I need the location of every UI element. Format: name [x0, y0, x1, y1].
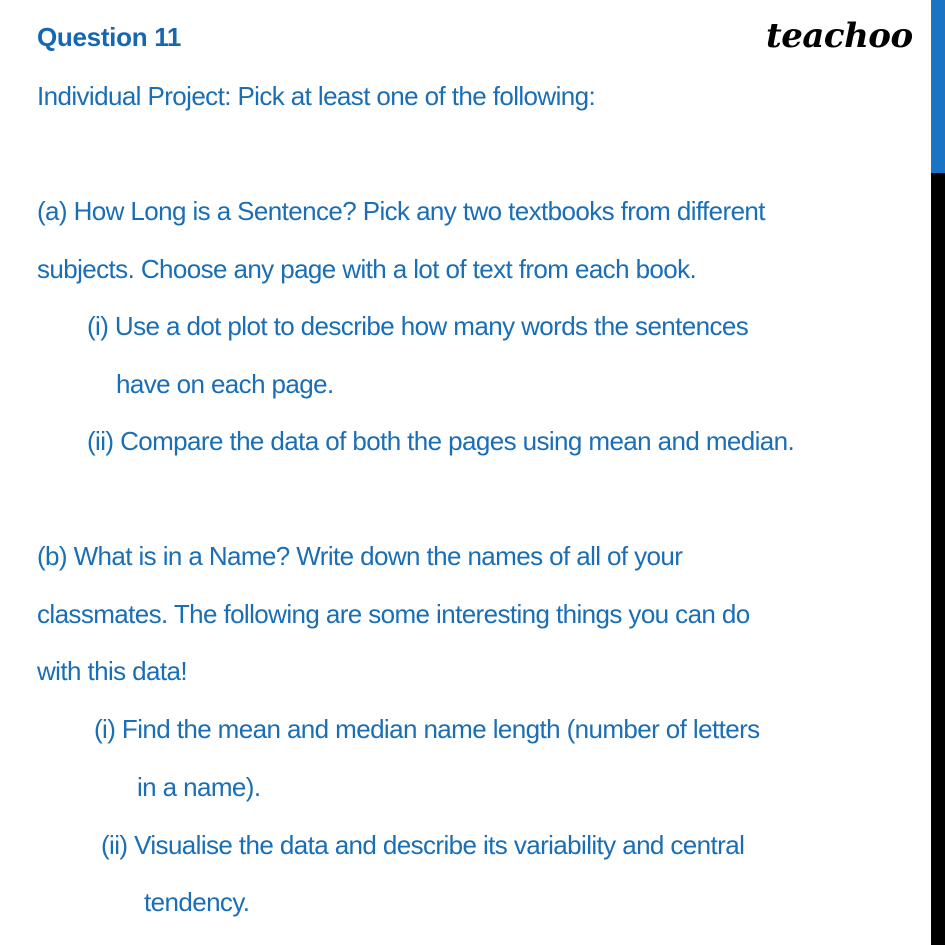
part-b-line-1: (b) What is in a Name? Write down the names of all of your: [37, 541, 683, 571]
part-a-line-1: (a) How Long is a Sentence? Pick any two textbooks from different: [37, 196, 765, 226]
part-b-line-2: classmates. The following are some interesting things you can do: [37, 599, 750, 629]
teachoo-logo: teachoo: [766, 16, 913, 56]
part-b-sub-ii-line-2: tendency.: [144, 887, 250, 917]
scrollbar-thumb[interactable]: [931, 0, 945, 173]
part-a-sub-i-line-1: (i) Use a dot plot to describe how many words the sentences: [87, 311, 749, 341]
part-b-line-3: with this data!: [37, 656, 187, 686]
part-b-sub-ii-line-1: (ii) Visualise the data and describe its variability and central: [101, 830, 745, 860]
part-a-sub-i-line-2: have on each page.: [116, 369, 334, 399]
part-a-sub-ii-line-1: (ii) Compare the data of both the pages using mean and median.: [87, 426, 795, 456]
intro-text: Individual Project: Pick at least one of the following:: [37, 81, 596, 111]
vertical-scrollbar[interactable]: [931, 0, 945, 945]
part-b-sub-i-line-2: in a name).: [137, 772, 261, 802]
question-title: Question 11: [37, 22, 182, 52]
part-b-sub-i-line-1: (i) Find the mean and median name length (number of letters: [94, 714, 760, 744]
part-a-line-2: subjects. Choose any page with a lot of text from each book.: [37, 254, 697, 284]
